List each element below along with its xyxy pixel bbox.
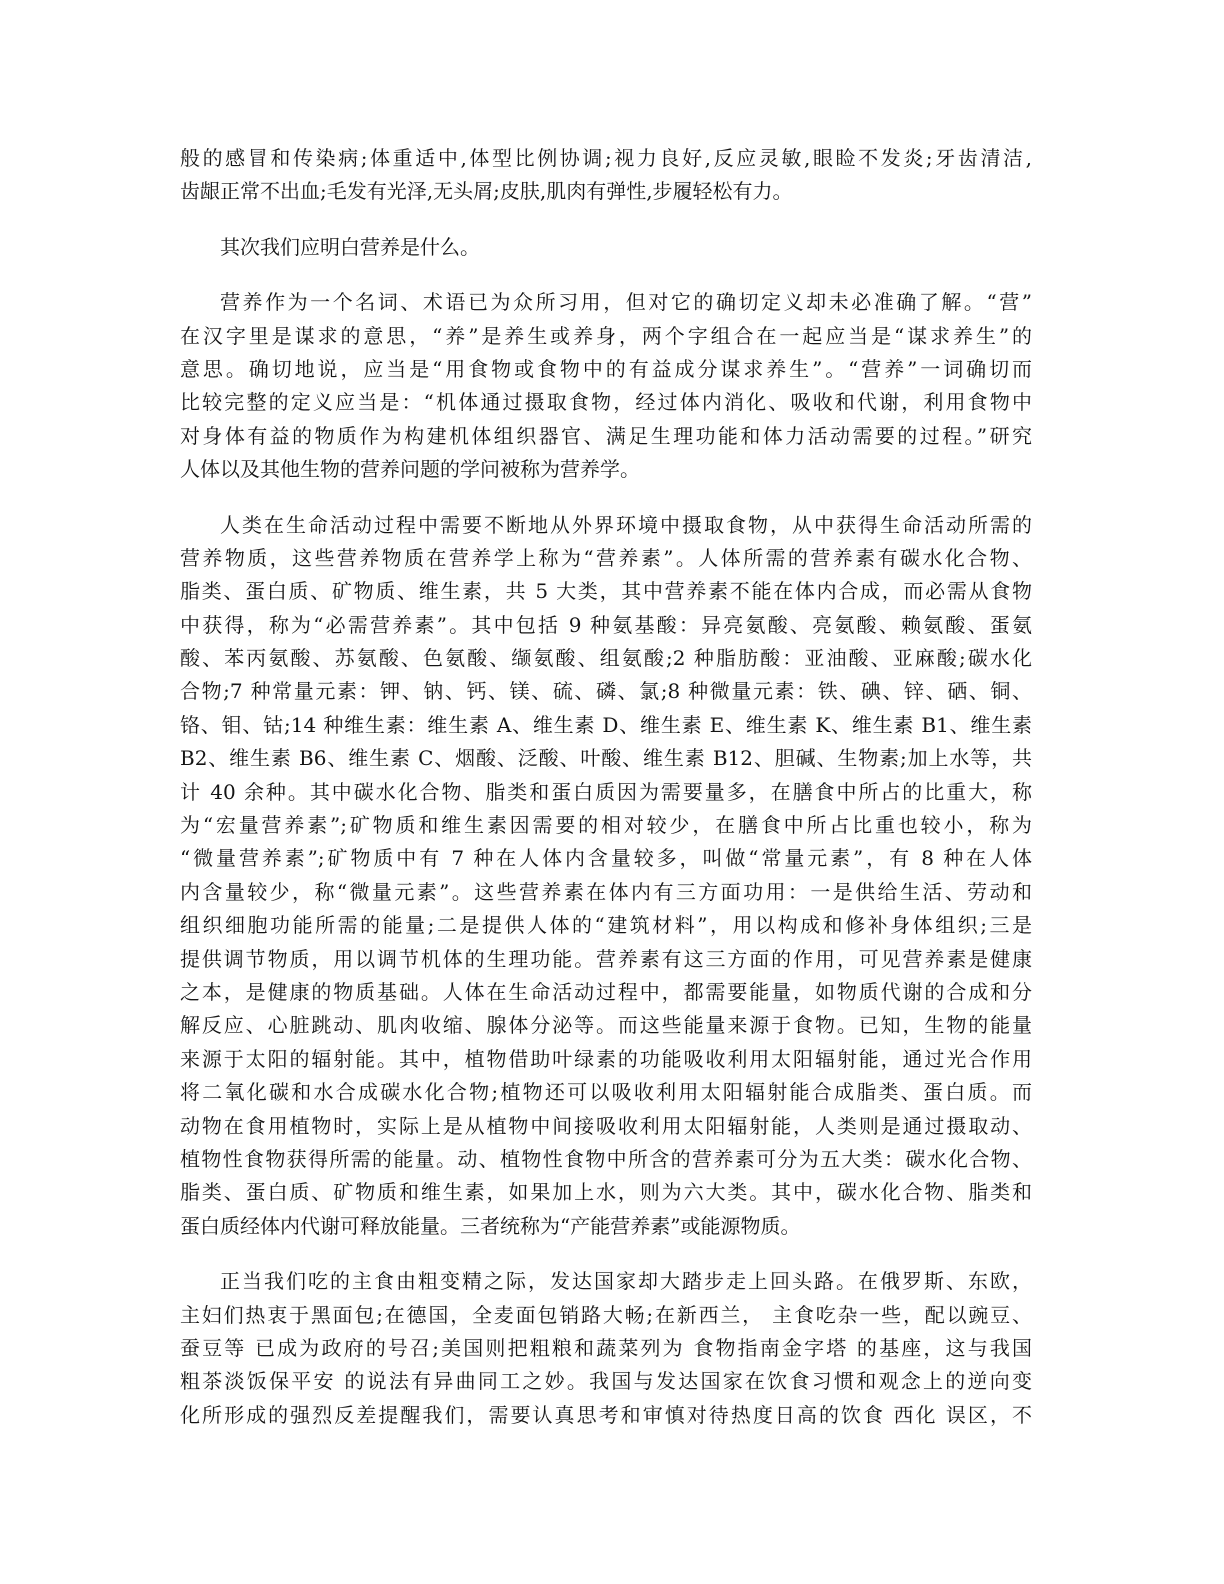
text-line: 比较完整的定义应当是：“机体通过摄取食物，经过体内消化、吸收和代谢，利用食物中	[180, 390, 1032, 415]
text-line: 脂类、蛋白质、矿物质和维生素，如果加上水，则为六大类。其中，碳水化合物、脂类和	[180, 1180, 1032, 1205]
text-line: 蛋白质经体内代谢可释放能量。三者统称为“产能营养素”或能源物质。	[180, 1213, 801, 1238]
paragraph-coarse-grains	[180, 1265, 1032, 1432]
text-line: 解反应、心脏跳动、肌肉收缩、腺体分泌等。而这些能量来源于食物。已知，生物的能量	[180, 1013, 1032, 1038]
text-line: 蚕豆等 已成为政府的号召;美国则把粗粮和蔬菜列为 食物指南金字塔 的基座，这与我国	[180, 1335, 1032, 1360]
paragraph-health-criteria	[180, 142, 1032, 209]
text-line: 主妇们热衷于黑面包;在德国，全麦面包销路大畅;在新西兰， 主食吃杂一些，配以豌豆、	[180, 1302, 1032, 1327]
text-line: 合物;7 种常量元素：钾、钠、钙、镁、硫、磷、氯;8 种微量元素：铁、碘、锌、硒、铜、	[180, 679, 1032, 704]
document-page	[180, 142, 1032, 1432]
text-line: “微量营养素”;矿物质中有 7 种在人体内含量较多，叫做“常量元素”，有 8 种在人体	[180, 846, 1032, 871]
text-line: 植物性食物获得所需的能量。动、植物性食物中所含的营养素可分为五大类：碳水化合物、	[180, 1146, 1032, 1171]
text-line: 化所形成的强烈反差提醒我们，需要认真思考和审慎对待热度日高的饮食 西化 误区，不	[180, 1402, 1032, 1427]
text-line: 中获得，称为“必需营养素”。其中包括 9 种氨基酸：异亮氨酸、亮氨酸、赖氨酸、蛋氨	[180, 612, 1032, 637]
text-line: 营养物质，这些营养物质在营养学上称为“营养素”。人体所需的营养素有碳水化合物、	[180, 545, 1032, 570]
text-line: 将二氧化碳和水合成碳水化合物;植物还可以吸收利用太阳辐射能合成脂类、蛋白质。而	[180, 1080, 1032, 1105]
text-line: 人体以及其他生物的营养问题的学问被称为营养学。	[180, 457, 640, 482]
text-line: 之本，是健康的物质基础。人体在生命活动过程中，都需要能量，如物质代谢的合成和分	[180, 979, 1032, 1004]
text-line: 计 40 余种。其中碳水化合物、脂类和蛋白质因为需要量多，在膳食中所占的比重大，称	[180, 779, 1032, 804]
text-line: 粗茶淡饭保平安 的说法有异曲同工之妙。我国与发达国家在饮食习惯和观念上的逆向变	[180, 1369, 1032, 1394]
text-line: 对身体有益的物质作为构建机体组织器官、满足生理功能和体力活动需要的过程。”研究	[180, 423, 1032, 448]
paragraph-nutrition-definition	[180, 286, 1032, 486]
text-line: 其次我们应明白营养是什么。	[220, 234, 480, 259]
text-line: 提供调节物质，用以调节机体的生理功能。营养素有这三方面的作用，可见营养素是健康	[180, 946, 1032, 971]
text-line: 内含量较少，称“微量元素”。这些营养素在体内有三方面功用：一是供给生活、劳动和	[180, 879, 1032, 904]
text-line: 意思。确切地说，应当是“用食物或食物中的有益成分谋求养生”。“营养”一词确切而	[180, 356, 1032, 381]
text-line: 动物在食用植物时，实际上是从植物中间接吸收利用太阳辐射能，人类则是通过摄取动、	[180, 1113, 1032, 1138]
text-line: 般的感冒和传染病;体重适中,体型比例协调;视力良好,反应灵敏,眼睑不发炎;牙齿清洁,	[180, 146, 1032, 170]
text-line: 为“宏量营养素”;矿物质和维生素因需要的相对较少，在膳食中所占比重也较小，称为	[180, 813, 1032, 838]
text-line: 来源于太阳的辐射能。其中，植物借助叶绿素的功能吸收利用太阳辐射能，通过光合作用	[180, 1046, 1032, 1071]
text-line: 营养作为一个名词、术语已为众所习用，但对它的确切定义却未必准确了解。“营”	[220, 290, 1032, 315]
text-line: 在汉字里是谋求的意思，“养”是养生或养身，两个字组合在一起应当是“谋求养生”的	[180, 323, 1032, 348]
paragraph-nutrients	[180, 509, 1032, 1244]
text-line: 正当我们吃的主食由粗变精之际，发达国家却大踏步走上回头路。在俄罗斯、东欧，	[220, 1269, 1032, 1294]
text-line: 酸、苯丙氨酸、苏氨酸、色氨酸、缬氨酸、组氨酸;2 种脂肪酸：亚油酸、亚麻酸;碳水化	[180, 646, 1032, 671]
text-line: 人类在生命活动过程中需要不断地从外界环境中摄取食物，从中获得生命活动所需的	[220, 512, 1032, 537]
paragraph-what-is-nutrition-intro	[180, 231, 1032, 264]
text-line: 铬、钼、钴;14 种维生素：维生素 A、维生素 D、维生素 E、维生素 K、维生素 B1、维生素	[180, 712, 1032, 737]
text-line: 脂类、蛋白质、矿物质、维生素，共 5 大类，其中营养素不能在体内合成，而必需从食物	[180, 579, 1032, 604]
text-line: B2、维生素 B6、维生素 C、烟酸、泛酸、叶酸、维生素 B12、胆碱、生物素;加上水等，共	[180, 746, 1032, 771]
text-line: 组织细胞功能所需的能量;二是提供人体的“建筑材料”，用以构成和修补身体组织;三是	[180, 913, 1032, 938]
text-line: 齿龈正常不出血;毛发有光泽,无头屑;皮肤,肌肉有弹性,步履轻松有力。	[180, 179, 793, 204]
